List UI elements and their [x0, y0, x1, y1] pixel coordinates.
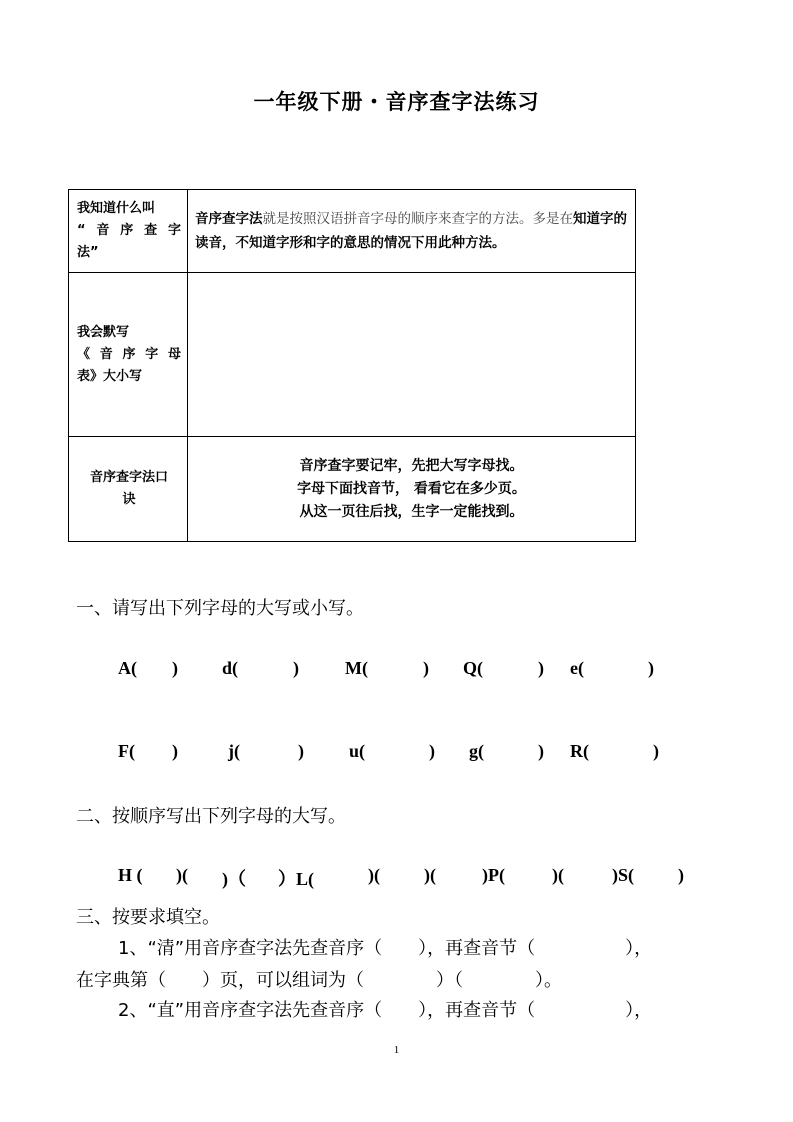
page-title: 一年级下册・音序查字法练习: [253, 90, 540, 114]
letter-close: ): [293, 658, 299, 678]
section2-heading: 二、按顺序写出下列字母的大写。: [76, 806, 346, 827]
section1-heading: 一、请写出下列字母的大写或小写。: [76, 598, 364, 619]
label-line: 法”: [77, 245, 99, 260]
info-table: [68, 189, 636, 542]
label-line: “音序查字: [77, 223, 181, 238]
row2-label: [69, 273, 188, 437]
label-line: 音序查字法口: [89, 470, 168, 485]
label-line: 表》大小写: [77, 368, 143, 384]
sequence-item: )（: [222, 869, 246, 889]
letter-close: ): [172, 741, 178, 761]
letter-item: u(: [349, 741, 366, 761]
label-line: 我会默写: [77, 324, 130, 340]
sequence-item: )(: [424, 865, 436, 885]
question1-line2: 在字典第（ ）页，可以组词为（ ）（ ）。: [76, 970, 562, 991]
table-row: [69, 437, 636, 542]
sequence-item: )(: [552, 865, 564, 885]
sequence-item: )P(: [482, 865, 505, 885]
letter-close: ): [429, 741, 435, 761]
letter-item: j(: [228, 741, 240, 761]
table-row: [69, 190, 636, 273]
letter-item: e(: [570, 658, 584, 678]
letter-close: ): [653, 741, 659, 761]
row1-definition: [188, 190, 636, 273]
letter-close: ): [538, 658, 544, 678]
letter-close: ): [538, 741, 544, 761]
letter-item: Q(: [463, 658, 483, 678]
definition-text-bold: 知道字的读音，不知道字形和字的意思的情况下用此种方法。: [195, 211, 627, 251]
letter-close: ): [423, 658, 429, 678]
definition-text: 就是按照汉语拼音字母的顺序来查字的方法。多是在: [262, 211, 573, 227]
definition-term: 音序查字法: [195, 211, 263, 227]
sequence-item: )(: [176, 865, 188, 885]
sequence-item: ): [678, 865, 684, 885]
sequence-item: ）L(: [278, 869, 314, 889]
label-line: 诀: [122, 492, 136, 507]
section3-heading: 三、按要求填空。: [76, 907, 220, 928]
label-line: 我知道什么叫: [77, 201, 156, 216]
letter-item: M(: [345, 658, 368, 678]
page-number: 1: [393, 1044, 400, 1056]
verse-line: 音序查字要记牢，先把大写字母找。: [299, 457, 524, 474]
letter-close: ): [298, 741, 304, 761]
sequence-item: H (: [118, 865, 143, 885]
label-line: 《音序字母: [77, 346, 181, 362]
question1-line1: 1、“清”用音序查字法先查音序（ ），再查音节（ ），: [118, 938, 653, 959]
letter-close: ): [648, 658, 654, 678]
letter-item: d(: [222, 658, 239, 678]
letter-item: R(: [570, 741, 589, 761]
sequence-item: )(: [368, 865, 380, 885]
letter-item: A(: [118, 658, 137, 678]
verse-line: 从这一页往后找，生字一定能找到。: [299, 503, 524, 520]
letter-item: g(: [469, 741, 484, 761]
verse-line: 字母下面找音节， 看看它在多少页。: [297, 480, 526, 497]
verse-cell: [188, 437, 636, 542]
table-row: [69, 273, 636, 437]
question2-line1: 2、“直”用音序查字法先查音序（ ），再查音节（ ），: [118, 1000, 653, 1021]
row3-label: [69, 437, 188, 542]
letter-close: ): [172, 658, 178, 678]
row1-label: [69, 190, 188, 273]
alphabet-writing-area[interactable]: [188, 273, 636, 437]
letter-item: F(: [118, 741, 135, 761]
sequence-item: )S(: [612, 865, 634, 885]
